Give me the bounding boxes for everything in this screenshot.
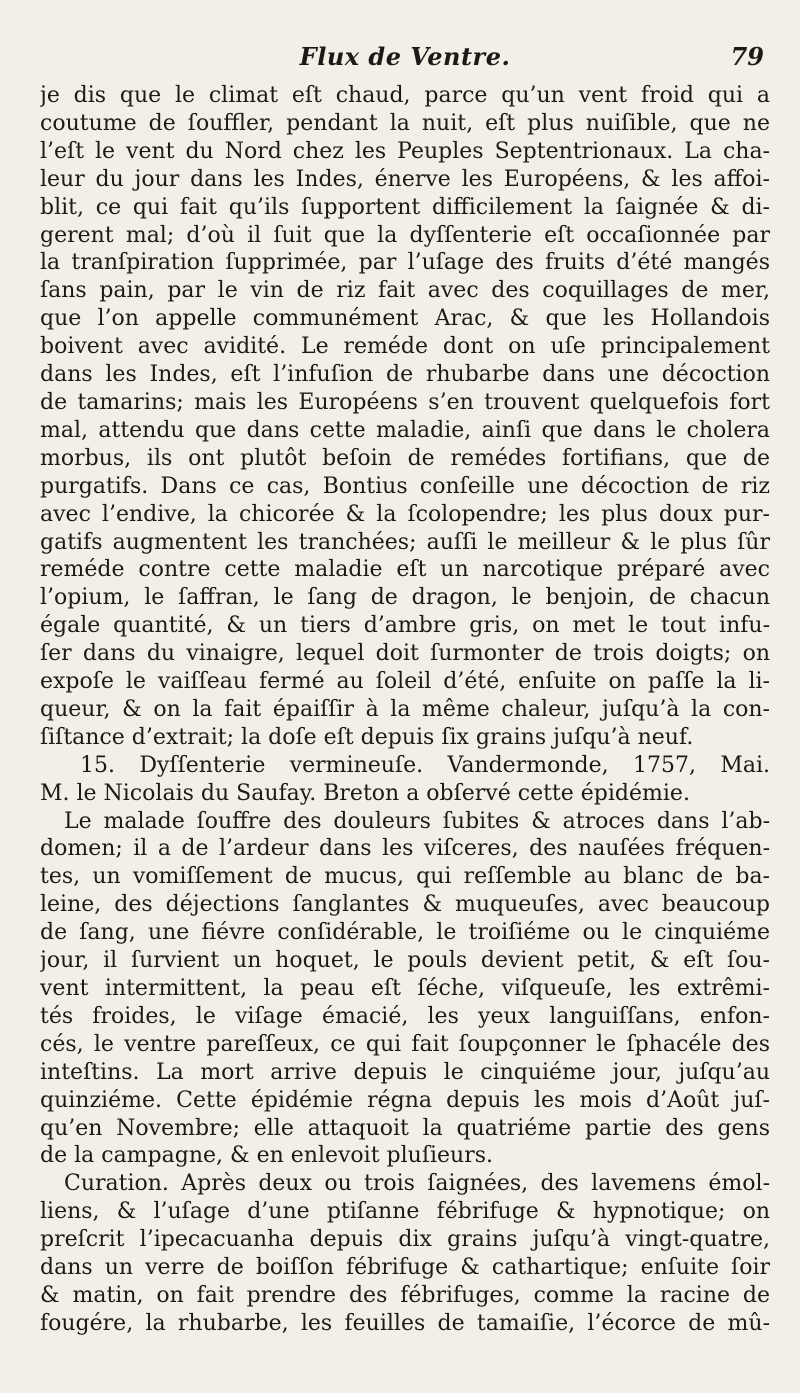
text-line: leine, des déjections ſanglantes & muqueuſes, avec beaucoup (40, 892, 770, 918)
text-line: dans les Indes, eſt l’infuſion de rhubarbe dans une décoction (40, 362, 770, 388)
text-line: dans un verre de boiſſon fébrifuge & cathartique; enſuite ſoir (40, 1255, 770, 1281)
text-line: ſer dans du vinaigre, lequel doit ſurmonter de trois doigts; on (40, 641, 770, 667)
text-line: fougére, la rhubarbe, les feuilles de tamaiſie, l’écorce de mû- (40, 1310, 770, 1336)
text-line: l’opium, le ſaffran, le ſang de dragon, le benjoin, de chacun (40, 585, 770, 611)
text-line: que l’on appelle communément Arac, & que les Hollandois (40, 306, 770, 332)
text-line: ſiſtance d’extrait; la doſe eſt depuis ſix grains juſqu’à neuf. (40, 724, 694, 750)
text-line: boivent avec avidité. Le reméde dont on uſe principalement (40, 334, 770, 360)
text-line: tés froides, le viſage émacié, les yeux languiſſans, enfon- (40, 1003, 770, 1029)
text-line: jour, il ſurvient un hoquet, le pouls devient petit, & eſt ſou- (40, 948, 770, 974)
text-line: gatifs augmentent les tranchées; auſſi le meilleur & le plus ſûr (40, 529, 770, 555)
body-text (40, 82, 770, 1338)
text-line: de tamarins; mais les Européens s’en trouvent quelquefois fort (40, 389, 770, 415)
text-line: cés, le ventre pareſſeux, ce qui fait ſoupçonner le ſphacéle des (40, 1031, 770, 1057)
text-line: quinziéme. Cette épidémie régna depuis les mois d’Août juſ- (40, 1087, 770, 1113)
text-line: liens, & l’uſage d’une ptiſanne fébrifuge & hypnotique; on (40, 1199, 770, 1225)
text-line: mal, attendu que dans cette maladie, ainſi que dans le cholera (40, 417, 770, 443)
text-line: ſans pain, par le vin de riz fait avec des coquillages de mer, (40, 278, 770, 304)
text-line: morbus, ils ont plutôt beſoin de remédes fortifians, que de (40, 445, 770, 471)
text-line: de la campagne, & en enlevoit pluſieurs. (40, 1143, 493, 1169)
text-line: queur, & on la fait épaiſſir à la même chaleur, juſqu’à la con- (40, 696, 770, 722)
text-line: l’eſt le vent du Nord chez les Peuples Septentrionaux. La cha- (40, 138, 770, 164)
text-line: & matin, on fait prendre des fébrifuges, comme la racine de (40, 1282, 770, 1308)
text-line: avec l’endive, la chicorée & la ſcolopendre; les plus doux pur- (40, 501, 770, 527)
text-line: 15. Dyſſenterie vermineuſe. Vandermonde, 1757, Mai. (80, 752, 770, 778)
text-line: Le malade ſouffre des douleurs ſubites & atroces dans l’ab- (64, 808, 770, 834)
text-line: domen; il a de l’ardeur dans les viſceres, des nauſées fréquen- (40, 836, 770, 862)
text-line: blit, ce qui fait qu’ils ſupportent difficilement la ſaignée & di- (40, 194, 770, 220)
text-line: tes, un vomiſſement de mucus, qui reſſemble au blanc de ba- (40, 864, 770, 890)
text-line: inteſtins. La mort arrive depuis le cinquiéme jour, juſqu’au (40, 1059, 770, 1085)
text-line: la tranſpiration ſupprimée, par l’uſage des fruits d’été mangés (40, 250, 770, 276)
text-line: égale quantité, & un tiers d’ambre gris, on met le tout infu- (40, 613, 770, 639)
text-line: coutume de ſouffler, pendant la nuit, eſt plus nuiſible, que ne (40, 110, 770, 136)
text-line: qu’en Novembre; elle attaquoit la quatriéme partie des gens (40, 1115, 770, 1141)
text-line: gerent mal; d’où il ſuit que la dyſſenterie eſt occaſionnée par (40, 222, 770, 248)
text-line: expoſe le vaiſſeau fermé au ſoleil d’été, enſuite on paſſe la li- (40, 669, 770, 695)
text-line: M. le Nicolais du Saufay. Breton a obſervé cette épidémie. (40, 780, 690, 806)
page-number: 79 (730, 42, 764, 71)
text-line: Curation. Après deux ou trois ſaignées, des lavemens émol- (64, 1171, 770, 1197)
text-line: vent intermittent, la peau eſt ſéche, viſqueuſe, les extrêmi- (40, 976, 770, 1001)
text-line: leur du jour dans les Indes, énerve les Européens, & les affoi- (40, 166, 770, 192)
text-line: reméde contre cette maladie eſt un narcotique préparé avec (40, 557, 770, 583)
running-title: Flux de Ventre. (299, 42, 511, 71)
text-line: preſcrit l’ipecacuanha depuis dix grains juſqu’à vingt-quatre, (40, 1227, 770, 1253)
text-line: je dis que le climat eſt chaud, parce qu’un vent froid qui a (40, 83, 770, 108)
text-line: purgatifs. Dans ce cas, Bontius conſeille une décoction de riz (40, 473, 770, 499)
text-line: de ſang, une fiévre conſidérable, le troiſiéme ou le cinquiéme (40, 920, 770, 946)
running-head (40, 0, 770, 82)
